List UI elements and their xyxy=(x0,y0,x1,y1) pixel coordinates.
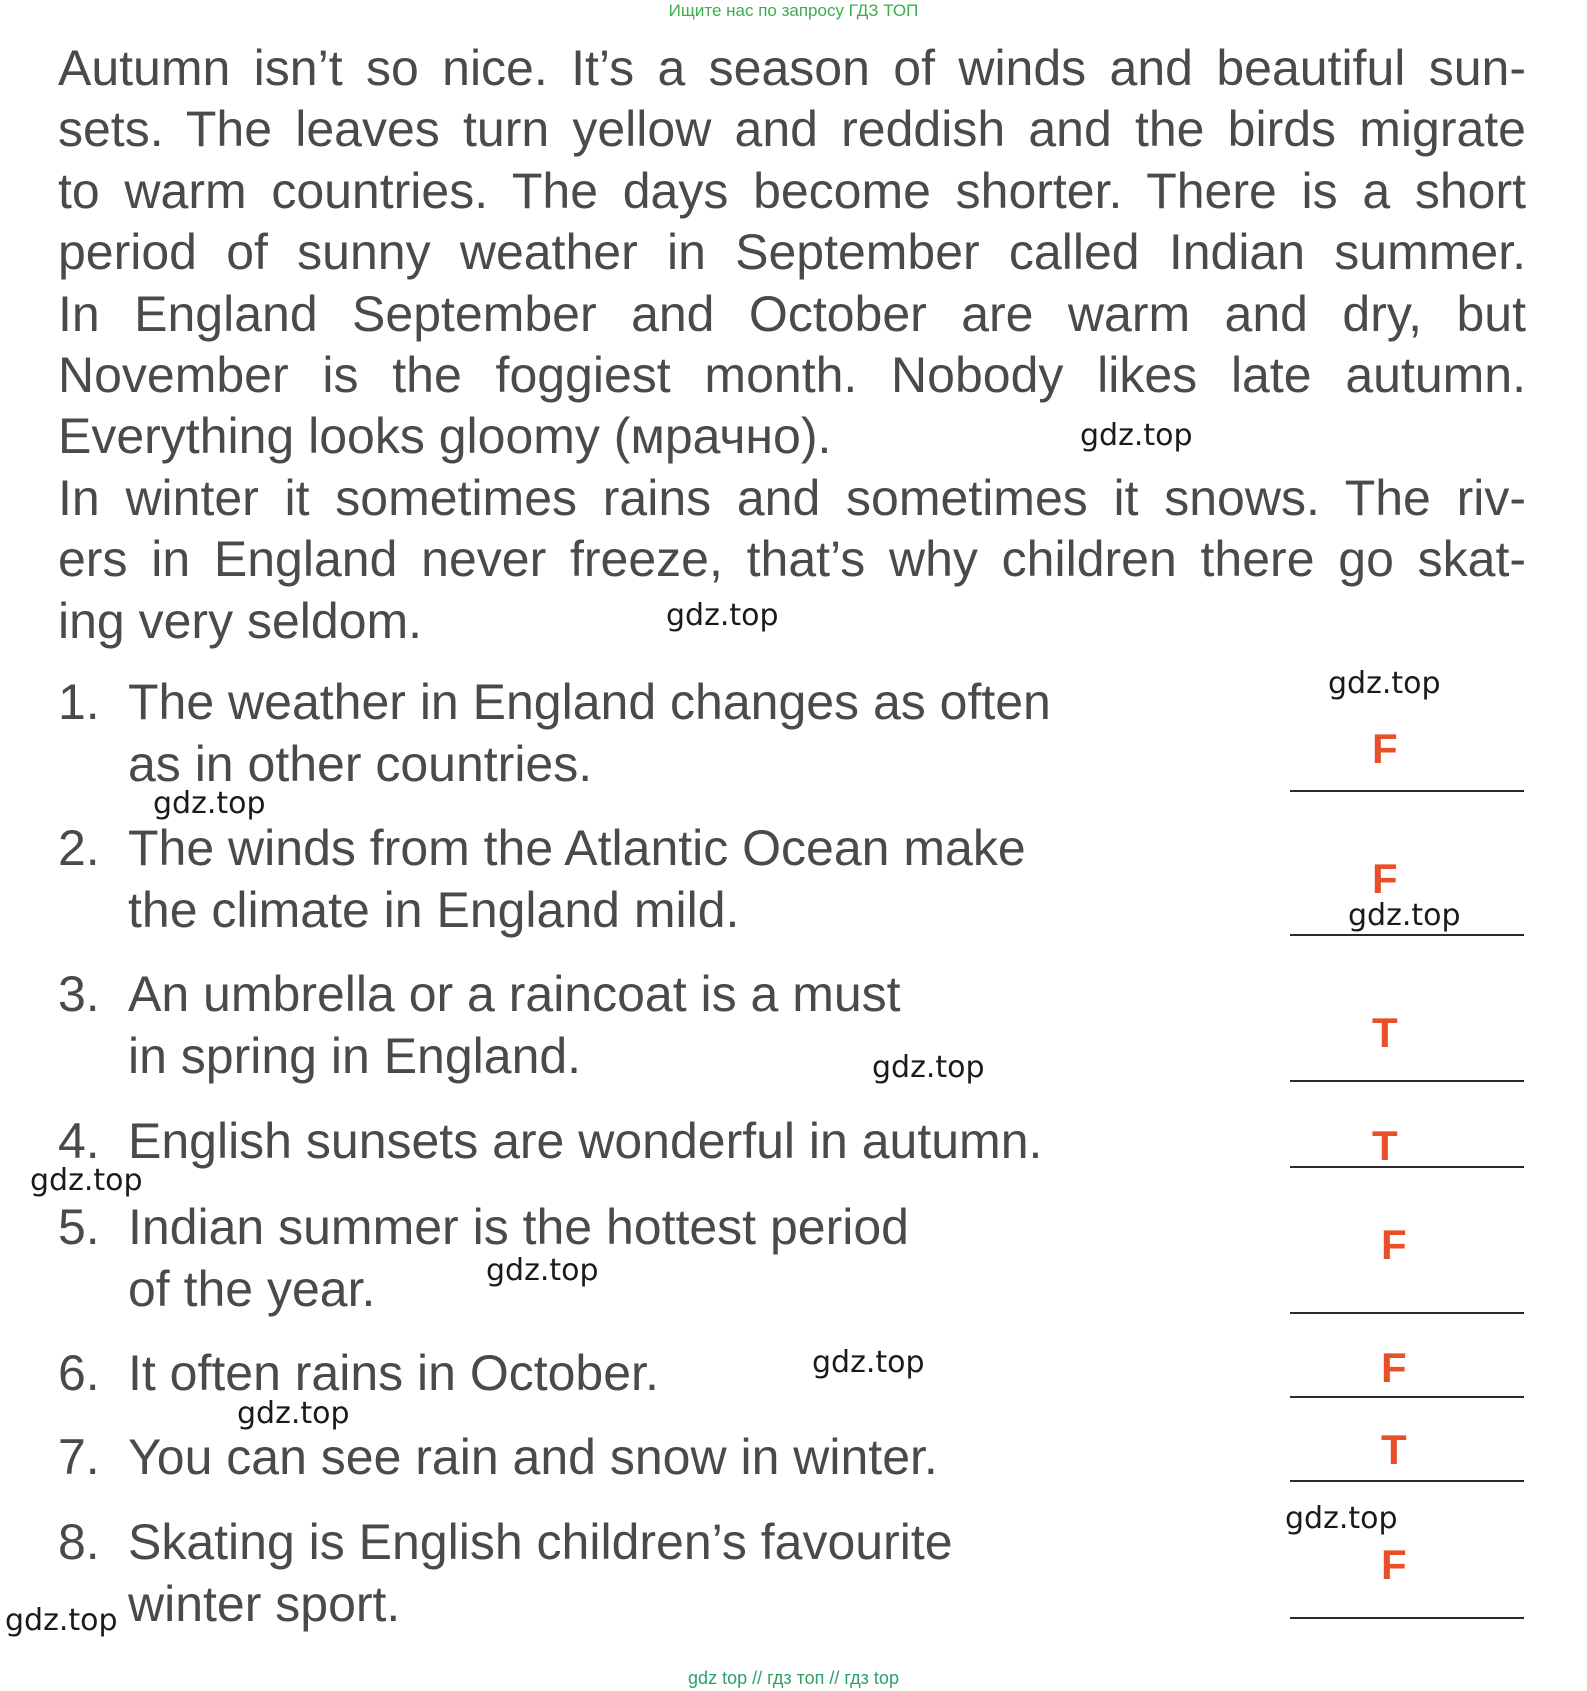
statement-text: The weather in England changes as often xyxy=(128,674,1051,730)
answer-line xyxy=(1290,1396,1524,1398)
watermark: gdz.top xyxy=(486,1253,599,1288)
statement-text: The winds from the Atlantic Ocean make xyxy=(128,820,1026,876)
passage-line: Autumn isn’t so nice. It’s a season of winds and beautiful sun- xyxy=(58,40,1526,96)
passage-line: In winter it sometimes rains and sometimes it snows. The riv- xyxy=(58,469,1526,526)
statement-4 xyxy=(58,1111,1042,1173)
answer-mark[interactable]: F xyxy=(1381,1221,1407,1268)
passage-line: Everything looks gloomy (мрачно). xyxy=(58,408,832,465)
answer-line xyxy=(1290,1480,1524,1482)
answer-line xyxy=(1290,1080,1524,1082)
statement-text: You can see rain and snow in winter. xyxy=(128,1429,938,1485)
passage-line: ers in England never freeze, that’s why children there go skat- xyxy=(58,531,1526,588)
statement-text-continued: in spring in England. xyxy=(128,1027,582,1084)
statement-text: An umbrella or a raincoat is a must xyxy=(128,966,901,1022)
reading-passage xyxy=(58,38,1526,652)
answer-mark[interactable]: T xyxy=(1372,1122,1398,1169)
statement-text-continued: the climate in England mild. xyxy=(128,881,740,938)
statement-number: 2. xyxy=(58,820,100,876)
statement-number: 7. xyxy=(58,1429,100,1485)
passage-line: In England September and October are warm and dry, but xyxy=(58,285,1526,342)
statement-6 xyxy=(58,1343,659,1405)
watermark: gdz.top xyxy=(812,1345,925,1380)
statement-number: 4. xyxy=(58,1113,100,1169)
answer-mark[interactable]: F xyxy=(1372,855,1398,902)
passage-line: sets. The leaves turn yellow and reddish and the birds migrate xyxy=(58,101,1526,158)
statement-number: 3. xyxy=(58,966,100,1022)
watermark: gdz.top xyxy=(1328,666,1441,701)
statement-text: Indian summer is the hottest period xyxy=(128,1199,909,1255)
statement-3 xyxy=(58,964,901,1087)
passage-line: to warm countries. The days become shorter. There is a short xyxy=(58,162,1526,219)
answer-mark[interactable]: T xyxy=(1381,1426,1407,1473)
statement-number: 6. xyxy=(58,1345,100,1401)
watermark: gdz.top xyxy=(1080,418,1193,453)
passage-line: ing very seldom. xyxy=(58,592,423,649)
answer-mark[interactable]: T xyxy=(1372,1009,1398,1056)
answer-mark[interactable]: F xyxy=(1381,1541,1407,1588)
answer-mark[interactable]: F xyxy=(1381,1344,1407,1391)
answer-line xyxy=(1290,934,1524,936)
statement-number: 8. xyxy=(58,1514,100,1570)
statement-text: Skating is English children’s favourite xyxy=(128,1514,953,1570)
statement-number: 1. xyxy=(58,674,100,730)
watermark: gdz.top xyxy=(30,1163,143,1198)
answer-line xyxy=(1290,1166,1524,1168)
watermark: gdz.top xyxy=(5,1603,118,1638)
watermark: gdz.top xyxy=(153,786,266,821)
statement-text: English sunsets are wonderful in autumn. xyxy=(128,1113,1043,1169)
top-banner[interactable]: Ищите нас по запросу ГДЗ ТОП xyxy=(668,1,919,20)
watermark: gdz.top xyxy=(1348,898,1461,933)
watermark: gdz.top xyxy=(872,1050,985,1085)
passage-line: period of sunny weather in September called Indian summer. xyxy=(58,224,1526,281)
watermark: gdz.top xyxy=(1285,1501,1398,1536)
watermark: gdz.top xyxy=(666,598,779,633)
answer-line xyxy=(1290,1617,1524,1619)
statement-text-continued: as in other countries. xyxy=(128,735,593,792)
answer-line xyxy=(1290,1312,1524,1314)
statement-2 xyxy=(58,818,1026,941)
statement-number: 5. xyxy=(58,1199,100,1255)
bottom-banner[interactable]: gdz top // гдз топ // гдз top xyxy=(688,1668,899,1688)
watermark: gdz.top xyxy=(237,1396,350,1431)
answer-mark[interactable]: F xyxy=(1372,725,1398,772)
passage-line: November is the foggiest month. Nobody likes late autumn. xyxy=(58,346,1526,403)
statement-text-continued: winter sport. xyxy=(128,1575,401,1632)
statement-text: It often rains in October. xyxy=(128,1345,659,1401)
statement-5 xyxy=(58,1197,909,1320)
answer-line xyxy=(1290,790,1524,792)
statement-8 xyxy=(58,1512,953,1635)
statement-7 xyxy=(58,1427,938,1489)
statement-text-continued: of the year. xyxy=(128,1260,376,1317)
statement-1 xyxy=(58,672,1051,795)
